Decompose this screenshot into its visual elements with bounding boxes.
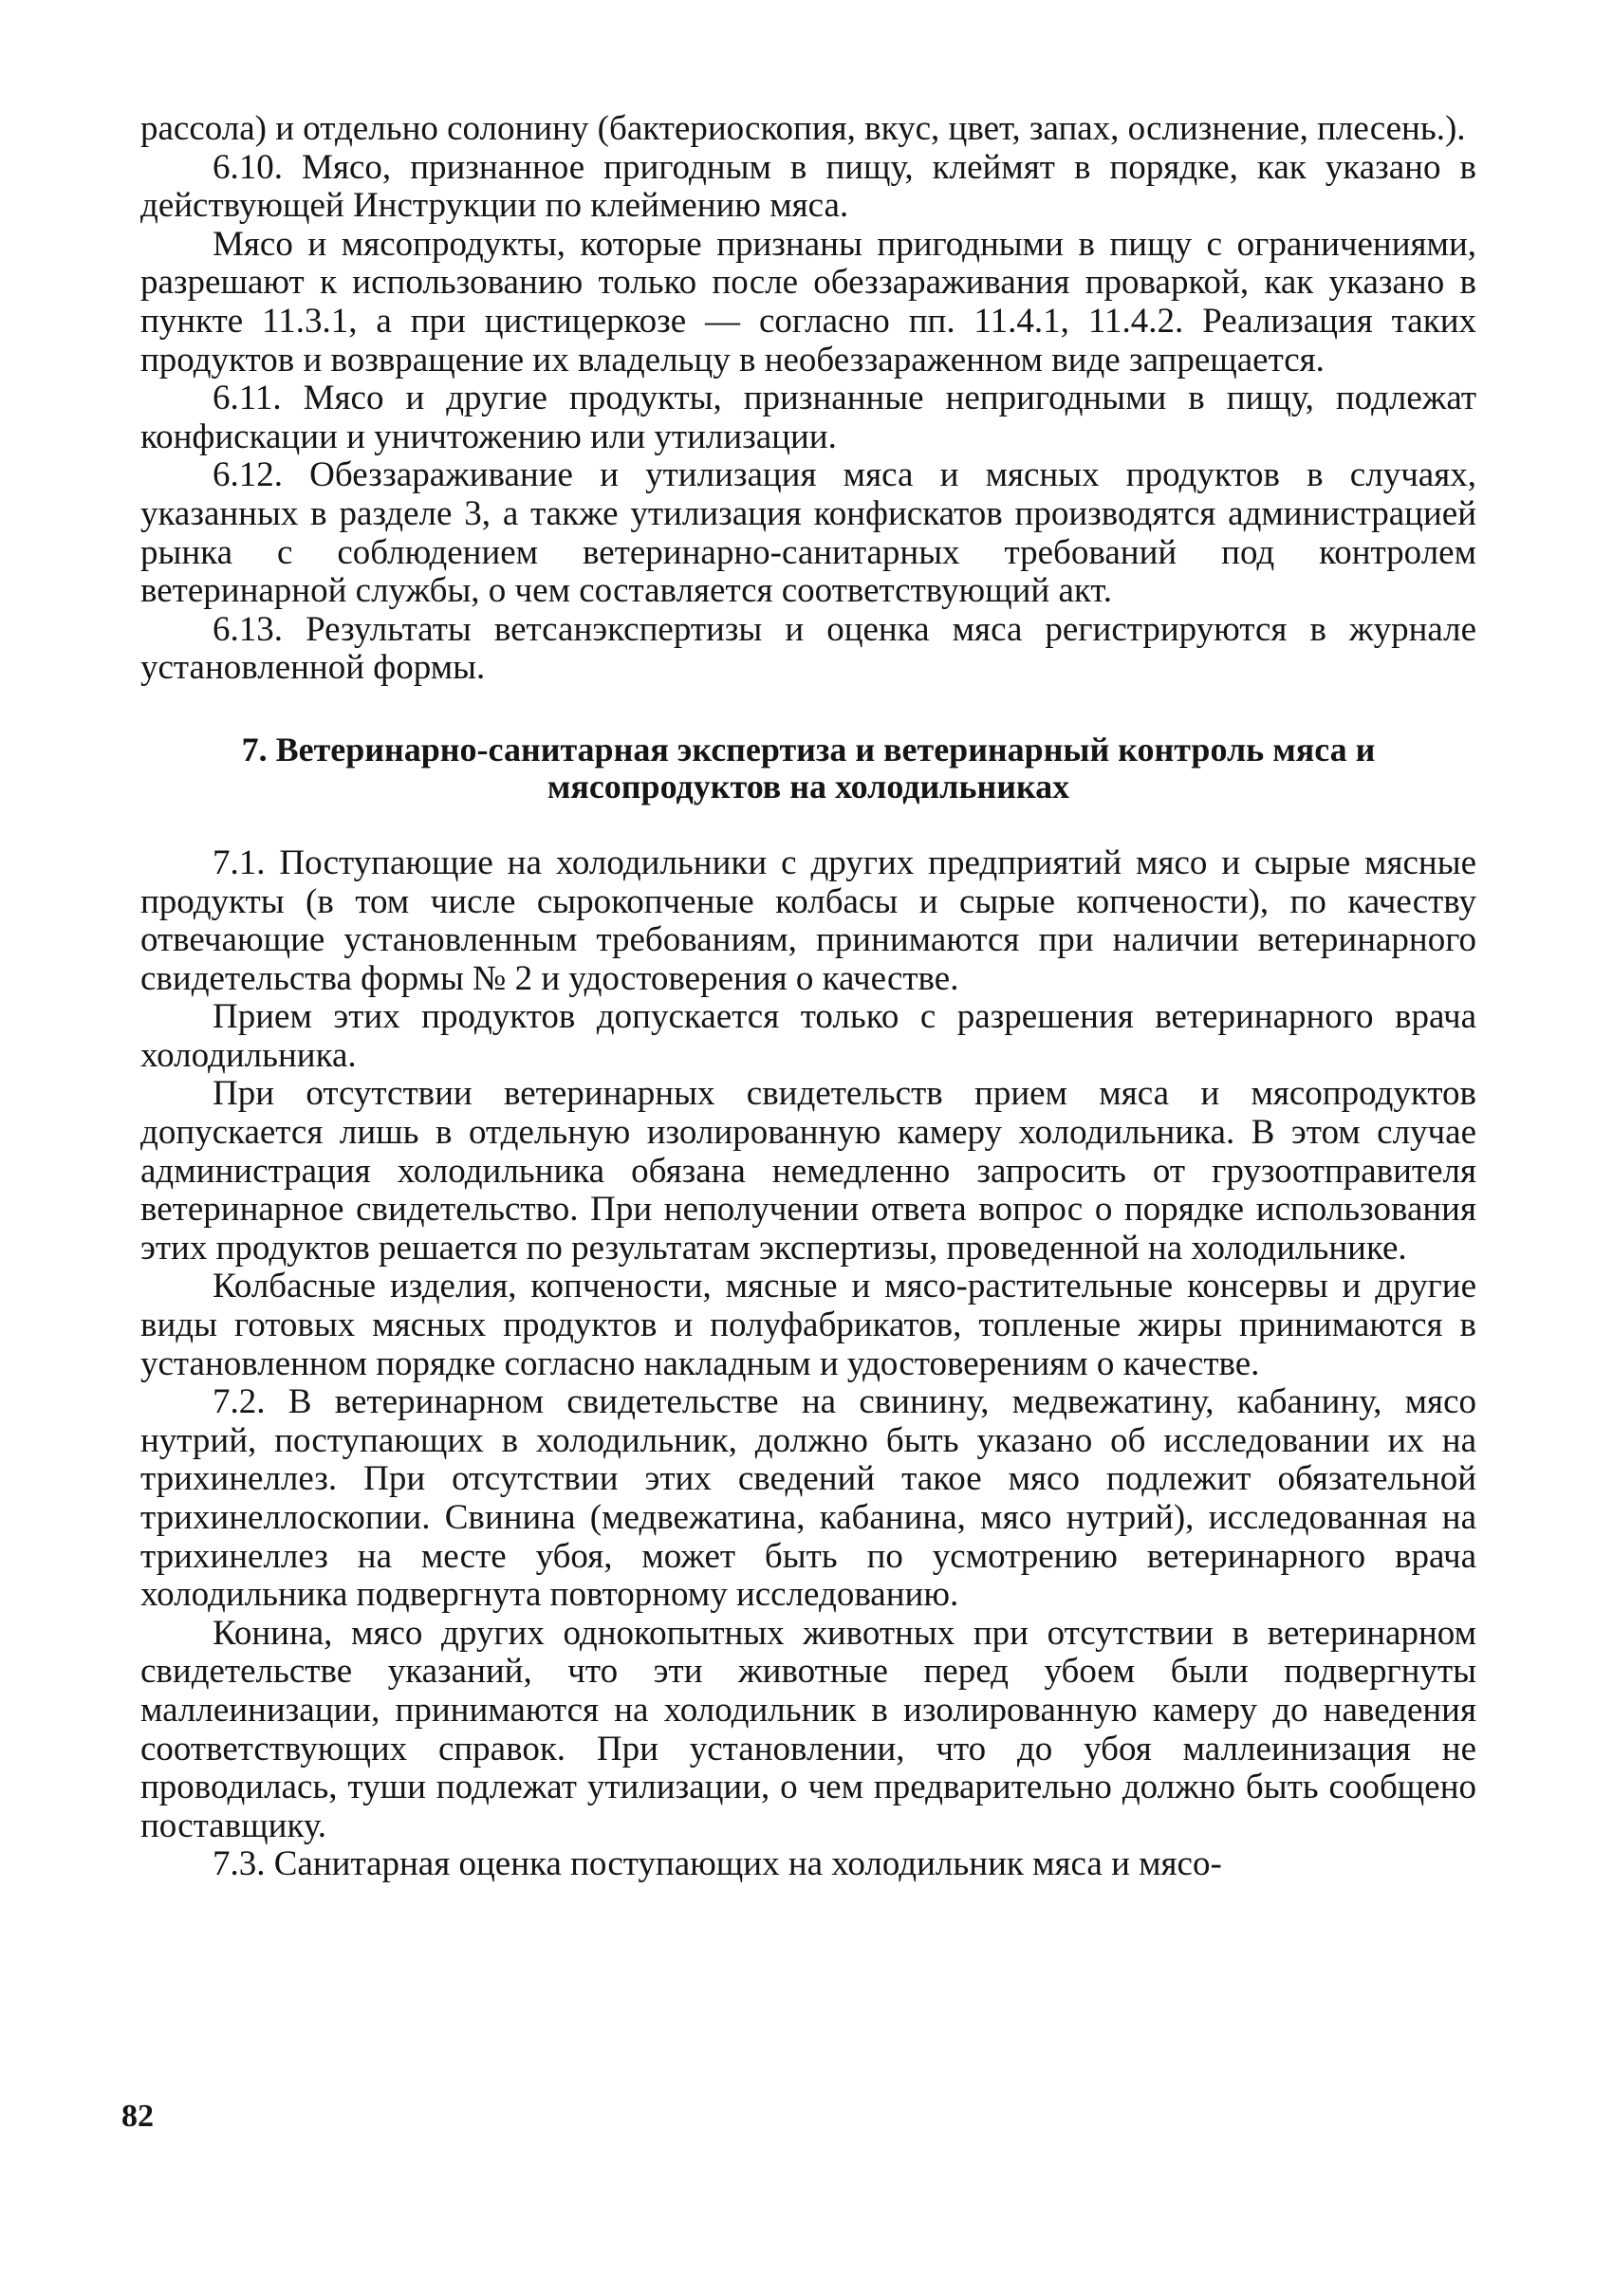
paragraph: рассола) и отдельно солонину (бактериоскопия, вкус, цвет, запах, ослизнение, плесень.).: [140, 109, 1466, 148]
paragraph: 7.3. Санитарная оценка поступающих на холодильник мяса и мясо-: [213, 1844, 1222, 1884]
paragraph: 7.1. Поступающие на холодильники с других предприятий мясо и сырые мясные продукты (в том числе сырокопченые колбасы и сырые копчености), по качеству отвечающие установленным требованиям, принимаются при наличии ветеринарного свидетельства формы № 2 и удостоверения о качестве.: [140, 842, 1476, 998]
paragraph: Колбасные изделия, копчености, мясные и мясо-растительные консервы и другие виды готовых мясных продуктов и полуфабрикатов, топленые жиры принимаются в установленном порядке согласно накладным и удостоверениям о качестве.: [140, 1267, 1476, 1383]
paragraph: При отсутствии ветеринарных свидетельств прием мяса и мясопродуктов допускается лишь в отдельную изолированную камеру холодильника. В этом случае администрация холодильника обязана немедленно запросить от грузоотправителя ветеринарное свидетельство. При неполучении ответа вопрос о порядке использования этих продуктов решается по результатам экспертизы, проведенной на холодильнике.: [140, 1074, 1476, 1268]
paragraph: Прием этих продуктов допускается только с разрешения ветеринарного врача холодильника.: [140, 997, 1476, 1075]
paragraphs-before-section: [140, 110, 1476, 688]
paragraph: 6.11. Мясо и другие продукты, признанные непригодными в пищу, подлежат конфискации и уничтожению или утилизации.: [140, 379, 1476, 456]
paragraph: 6.12. Обеззараживание и утилизация мяса и мясных продуктов в случаях, указанных в разделе 3, а также утилизация конфискатов производятся администрацией рынка с соблюдением ветеринарно-санитарных требований под контролем ветеринарной службы, о чем составляется соответствующий акт.: [140, 455, 1476, 611]
paragraph: 7.2. В ветеринарном свидетельстве на свинину, медвежатину, кабанину, мясо нутрий, поступающих в холодильник, должно быть указано об исследовании их на трихинеллез. При отсутствии этих сведений такое мясо подлежит обязательной трихинеллоскопии. Свинина (медвежатина, кабанина, мясо нутрий), исследованная на трихинеллез на месте убоя, может быть по усмотрению ветеринарного врача холодильника подвергнута повторному исследованию.: [140, 1382, 1476, 1615]
paragraph: 6.13. Результаты ветсанэкспертизы и оценка мяса регистрируются в журнале установленной формы.: [140, 609, 1476, 688]
paragraph: Мясо и мясопродукты, которые признаны пригодными в пищу с ограничениями, разрешают к использованию только после обеззараживания проваркой, как указано в пункте 11.3.1, а при цистицеркозе — согласно пп. 11.4.1, 11.4.2. Реализация таких продуктов и возвращение их владельцу в необеззараженном виде запрещается.: [140, 224, 1476, 380]
paragraph: Конина, мясо других однокопытных животных при отсутствии в ветеринарном свидетельстве указаний, что эти животные перед убоем были подвергнуты маллеинизации, принимаются на холодильник в изолированную камеру до наведения соответствующих справок. При установлении, что до убоя маллеинизация не проводилась, туши подлежат утилизации, о чем предварительно должно быть сообщено поставщику.: [140, 1613, 1476, 1845]
paragraphs-section-7: [140, 844, 1476, 1884]
page-number: 82: [121, 2099, 154, 2134]
section-heading: 7. Ветеринарно-санитарная экспертиза и ветеринарный контроль мяса и мясопродуктов на холодильниках: [241, 730, 1376, 805]
page-body: [140, 110, 1476, 1884]
paragraph: 6.10. Мясо, признанное пригодным в пищу, клеймят в порядке, как указано в действующей Инструкции по клеймению мяса.: [140, 147, 1476, 226]
